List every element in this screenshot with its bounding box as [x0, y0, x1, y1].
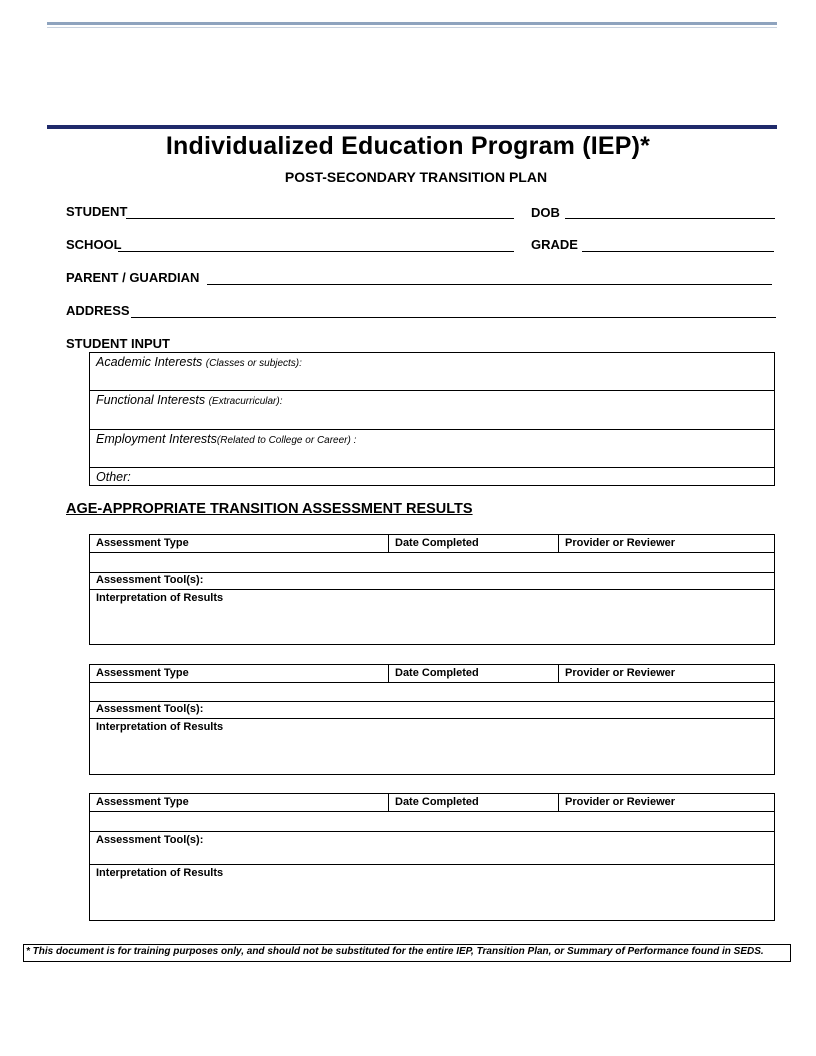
- grade-field[interactable]: [582, 251, 774, 252]
- date-completed-label: Date Completed: [395, 667, 479, 679]
- school-field[interactable]: [118, 251, 514, 252]
- interpretation-row[interactable]: [90, 590, 774, 645]
- functional-interests-label: Functional Interests (Extracurricular):: [96, 393, 283, 407]
- column-divider: [388, 535, 389, 552]
- student-input-heading: STUDENT INPUT: [66, 336, 170, 351]
- assessment-tools-label: Assessment Tool(s):: [96, 703, 204, 715]
- provider-reviewer-label: Provider or Reviewer: [565, 667, 676, 679]
- dob-label: DOB: [531, 205, 560, 220]
- assessment-tools-label: Assessment Tool(s):: [96, 834, 204, 846]
- dob-field[interactable]: [565, 218, 775, 219]
- interpretation-row[interactable]: [90, 865, 774, 921]
- assessment-type-label: Assessment Type: [96, 537, 189, 549]
- table-entry-row[interactable]: [90, 553, 774, 573]
- column-divider: [558, 535, 559, 552]
- assessment-table-3: [89, 793, 775, 921]
- date-completed-label: Date Completed: [395, 537, 479, 549]
- date-completed-label: Date Completed: [395, 796, 479, 808]
- page-title: Individualized Education Program (IEP)*: [165, 132, 651, 160]
- school-label: SCHOOL: [66, 237, 122, 252]
- interpretation-label: Interpretation of Results: [96, 867, 224, 879]
- assessment-tools-label: Assessment Tool(s):: [96, 574, 204, 586]
- functional-interests-row[interactable]: [90, 391, 774, 430]
- assessment-tools-row[interactable]: [90, 573, 774, 590]
- column-divider: [558, 665, 559, 682]
- provider-reviewer-label: Provider or Reviewer: [565, 796, 676, 808]
- assessment-type-label: Assessment Type: [96, 667, 189, 679]
- header-rule: [47, 125, 777, 129]
- assessment-tools-row[interactable]: [90, 702, 774, 719]
- table-entry-row[interactable]: [90, 683, 774, 702]
- page-subtitle: POST-SECONDARY TRANSITION PLAN: [284, 169, 548, 185]
- assessment-tools-row[interactable]: [90, 832, 774, 865]
- academic-interests-row[interactable]: [90, 353, 774, 391]
- column-divider: [388, 665, 389, 682]
- interpretation-label: Interpretation of Results: [96, 592, 224, 604]
- parent-guardian-label: PARENT / GUARDIAN: [66, 270, 200, 285]
- assessment-table-2: [89, 664, 775, 775]
- assessment-type-label: Assessment Type: [96, 796, 189, 808]
- column-divider: [558, 794, 559, 811]
- address-label: ADDRESS: [66, 303, 130, 318]
- table-entry-row[interactable]: [90, 812, 774, 832]
- column-divider: [388, 794, 389, 811]
- student-field[interactable]: [126, 218, 514, 219]
- table-header-row: [90, 794, 774, 812]
- other-row[interactable]: [90, 468, 774, 486]
- other-label: Other:: [96, 470, 131, 484]
- top-decorative-rule: [47, 22, 777, 28]
- parent-guardian-field[interactable]: [207, 284, 772, 285]
- academic-interests-label: Academic Interests (Classes or subjects):: [96, 355, 302, 369]
- provider-reviewer-label: Provider or Reviewer: [565, 537, 676, 549]
- table-header-row: [90, 665, 774, 683]
- assessment-heading: AGE-APPROPRIATE TRANSITION ASSESSMENT RESULTS: [66, 501, 473, 517]
- student-label: STUDENT: [66, 204, 128, 219]
- grade-label: GRADE: [531, 237, 578, 252]
- table-header-row: [90, 535, 774, 553]
- student-input-box: [89, 352, 775, 486]
- training-footnote: * This document is for training purposes only, and should not be substituted for the entire IEP, Transition Plan, or Summary of Performance found in SEDS.: [23, 944, 791, 962]
- employment-interests-label: Employment Interests(Related to College or Career) :: [96, 432, 357, 446]
- address-field[interactable]: [131, 317, 776, 318]
- employment-interests-row[interactable]: [90, 430, 774, 468]
- assessment-table-1: [89, 534, 775, 645]
- interpretation-row[interactable]: [90, 719, 774, 775]
- interpretation-label: Interpretation of Results: [96, 721, 224, 733]
